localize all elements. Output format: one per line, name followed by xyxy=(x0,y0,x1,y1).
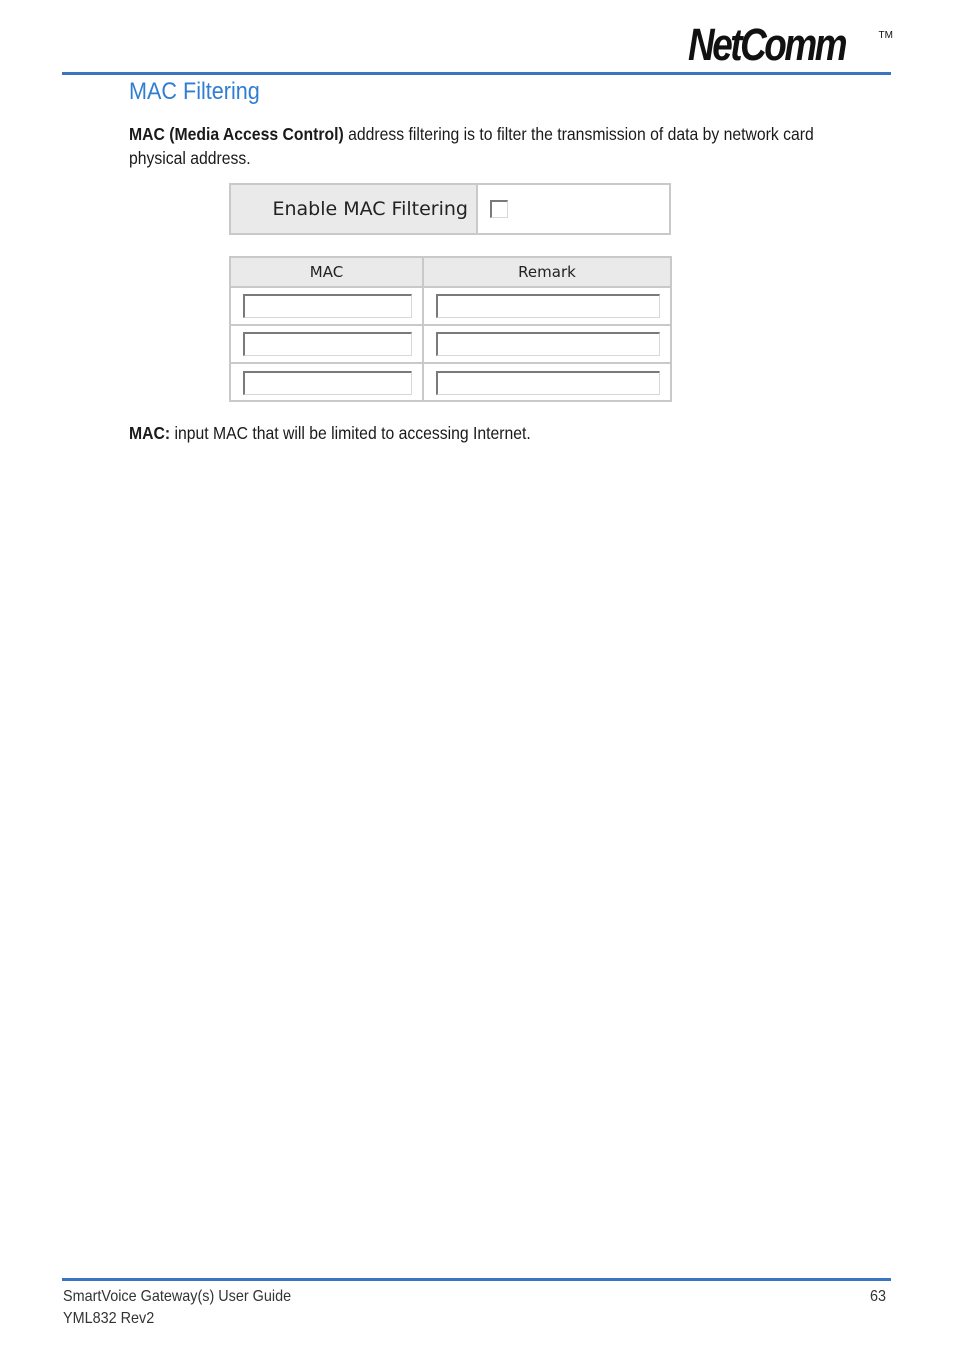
mac-note-text: input MAC that will be limited to accessing Internet. xyxy=(170,423,531,443)
remark-input[interactable] xyxy=(436,332,660,356)
column-header-remark: Remark xyxy=(518,263,576,281)
logo-wordmark: NetComm xyxy=(688,19,846,70)
page-title: MAC Filtering xyxy=(129,78,260,105)
mac-input[interactable] xyxy=(243,332,412,356)
header-rule xyxy=(62,72,891,75)
remark-cell xyxy=(424,288,670,324)
mac-cell xyxy=(231,326,424,362)
footer-guide-title: SmartVoice Gateway(s) User Guide xyxy=(63,1288,292,1305)
enable-mac-filtering-cell xyxy=(478,185,669,233)
mac-input[interactable] xyxy=(243,371,412,395)
remark-cell xyxy=(424,364,670,402)
mac-cell xyxy=(231,288,424,324)
table-row xyxy=(231,288,670,326)
remark-cell xyxy=(424,326,670,362)
column-header-mac: MAC xyxy=(231,258,424,286)
netcomm-logo xyxy=(688,19,893,70)
footer-rule xyxy=(62,1278,891,1281)
mac-input[interactable] xyxy=(243,294,412,318)
mac-cell xyxy=(231,364,424,402)
remark-input[interactable] xyxy=(436,371,660,395)
mac-note xyxy=(129,421,845,445)
enable-mac-filtering-label: Enable MAC Filtering xyxy=(231,185,478,233)
intro-text: address filtering is to filter the transmission of data by network card physical address. xyxy=(129,124,814,168)
intro-bold-term: MAC (Media Access Control) xyxy=(129,124,344,144)
mac-note-bold: MAC: xyxy=(129,423,171,443)
page-number: 63 xyxy=(870,1288,887,1305)
enable-mac-filtering-checkbox[interactable] xyxy=(490,200,508,218)
logo-trademark: TM xyxy=(878,30,893,41)
footer-doc-id: YML832 Rev2 xyxy=(63,1310,155,1327)
mac-filter-table xyxy=(229,256,672,402)
remark-input[interactable] xyxy=(436,294,660,318)
table-header-row xyxy=(231,258,670,288)
table-row xyxy=(231,364,670,402)
enable-mac-filtering-panel xyxy=(229,183,671,235)
intro-paragraph xyxy=(129,122,845,170)
table-row xyxy=(231,326,670,364)
